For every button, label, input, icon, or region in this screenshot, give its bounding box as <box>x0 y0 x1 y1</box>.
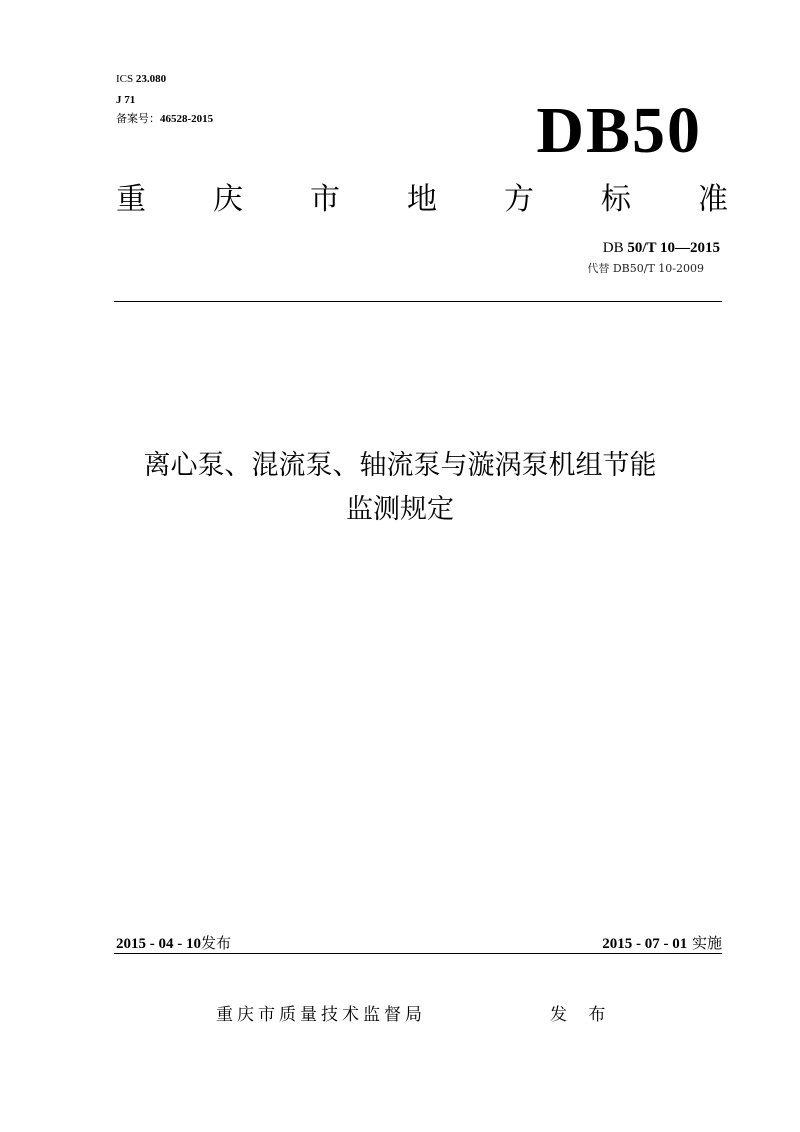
standard-number <box>603 239 720 257</box>
document-title-line-2: 监测规定 <box>346 494 454 525</box>
issue-date-value: 2015 - 04 - 10 <box>116 936 201 952</box>
implementation-date-label: 实施 <box>691 934 722 952</box>
bottom-divider <box>114 953 722 954</box>
db-code-logo: DB50 <box>536 94 702 167</box>
record-label: 备案号： <box>116 112 160 125</box>
ics-label: ICS <box>116 73 134 85</box>
standard-type-char: 准 <box>698 182 728 217</box>
issue-date <box>116 934 231 953</box>
ics-classification <box>116 72 166 86</box>
publish-label: 发 布 <box>550 1005 614 1025</box>
issue-date-label: 发布 <box>201 934 232 952</box>
document-title-line-1: 离心泵、混流泵、轴流泵与漩涡泵机组节能 <box>143 450 657 481</box>
standard-number-prefix: DB <box>602 240 624 256</box>
standard-type-char: 庆 <box>213 182 243 217</box>
standard-type-heading <box>116 182 728 218</box>
standard-type-char: 重 <box>116 182 146 217</box>
ccs-code: J 71 <box>116 94 136 106</box>
top-divider <box>114 301 722 302</box>
standard-type-char: 市 <box>310 182 340 217</box>
implementation-date-value: 2015 - 07 - 01 <box>602 936 688 952</box>
standard-number-code: 50/T 10—2015 <box>627 240 720 256</box>
record-number-line <box>116 112 213 126</box>
standard-type-char: 方 <box>504 182 534 217</box>
standard-type-char: 地 <box>407 182 437 217</box>
standard-type-char: 标 <box>601 182 631 217</box>
record-number: 46528-2015 <box>160 113 214 125</box>
implementation-date <box>602 934 722 953</box>
publisher-name: 重庆市质量技术监督局 <box>216 1005 426 1025</box>
replaces-standard: 代替 DB50/T 10-2009 <box>587 262 704 275</box>
document-title <box>60 444 740 532</box>
ccs-classification <box>116 93 135 107</box>
ics-code: 23.080 <box>135 73 167 85</box>
